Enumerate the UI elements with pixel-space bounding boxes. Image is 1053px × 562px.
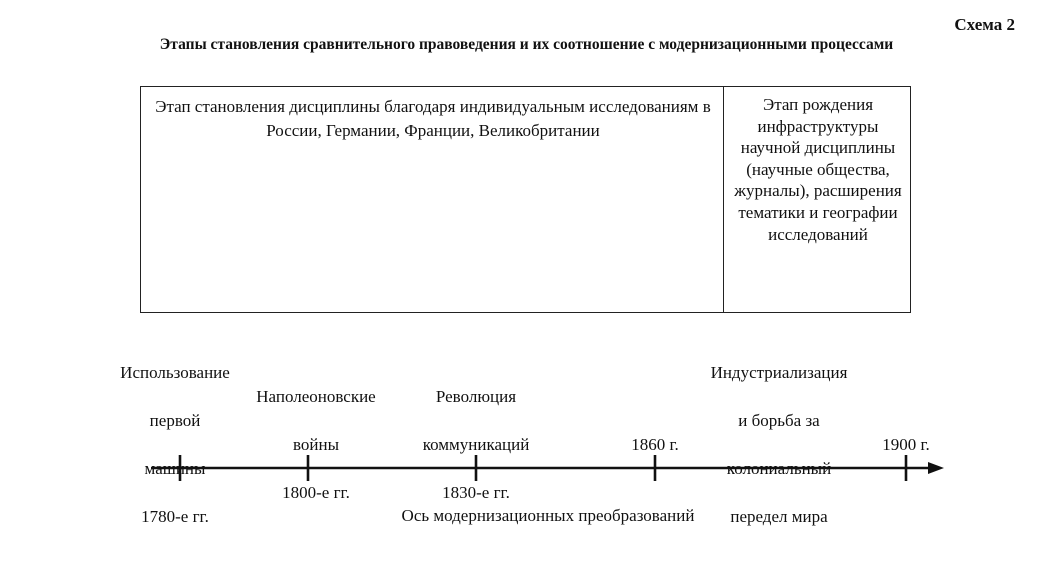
event-date: 1800-е гг. bbox=[282, 483, 350, 502]
event-line: Индустриализация bbox=[710, 363, 848, 382]
event-line: Использование bbox=[120, 363, 230, 382]
axis-arrow-icon bbox=[928, 462, 944, 474]
stage-infrastructure: Этап рождения инфраструктуры научной дисциплины (научные общества, журналы), расширения тематики и географии исследований bbox=[734, 95, 902, 244]
axis-caption: Ось модернизационных преобразований bbox=[401, 506, 695, 525]
event-line: Революция bbox=[435, 387, 517, 406]
event-date: 1830-е гг. bbox=[442, 483, 510, 502]
stage-individual-research: Этап становления дисциплины благодаря индивидуальным исследованиям в России, Германии, Франции, Великобритании bbox=[155, 97, 711, 140]
diagram-title: Этапы становления сравнительного правоведения и их соотношение с модернизационными процессами bbox=[159, 36, 894, 53]
event-date: 1780-е гг. bbox=[141, 507, 209, 526]
event-line: Наполеоновские bbox=[256, 387, 376, 406]
event-line: коммуникаций bbox=[422, 435, 530, 454]
event-date: 1860 г. bbox=[631, 435, 679, 454]
event-date: 1900 г. bbox=[882, 435, 930, 454]
event-line: войны bbox=[292, 435, 340, 454]
event-line: первой bbox=[149, 411, 201, 430]
event-line: машины bbox=[144, 459, 206, 478]
event-line: колониальный bbox=[726, 459, 832, 478]
event-line: и борьба за bbox=[738, 411, 820, 430]
event-line: передел мира bbox=[730, 507, 828, 526]
scheme-label: Схема 2 bbox=[954, 15, 1015, 34]
